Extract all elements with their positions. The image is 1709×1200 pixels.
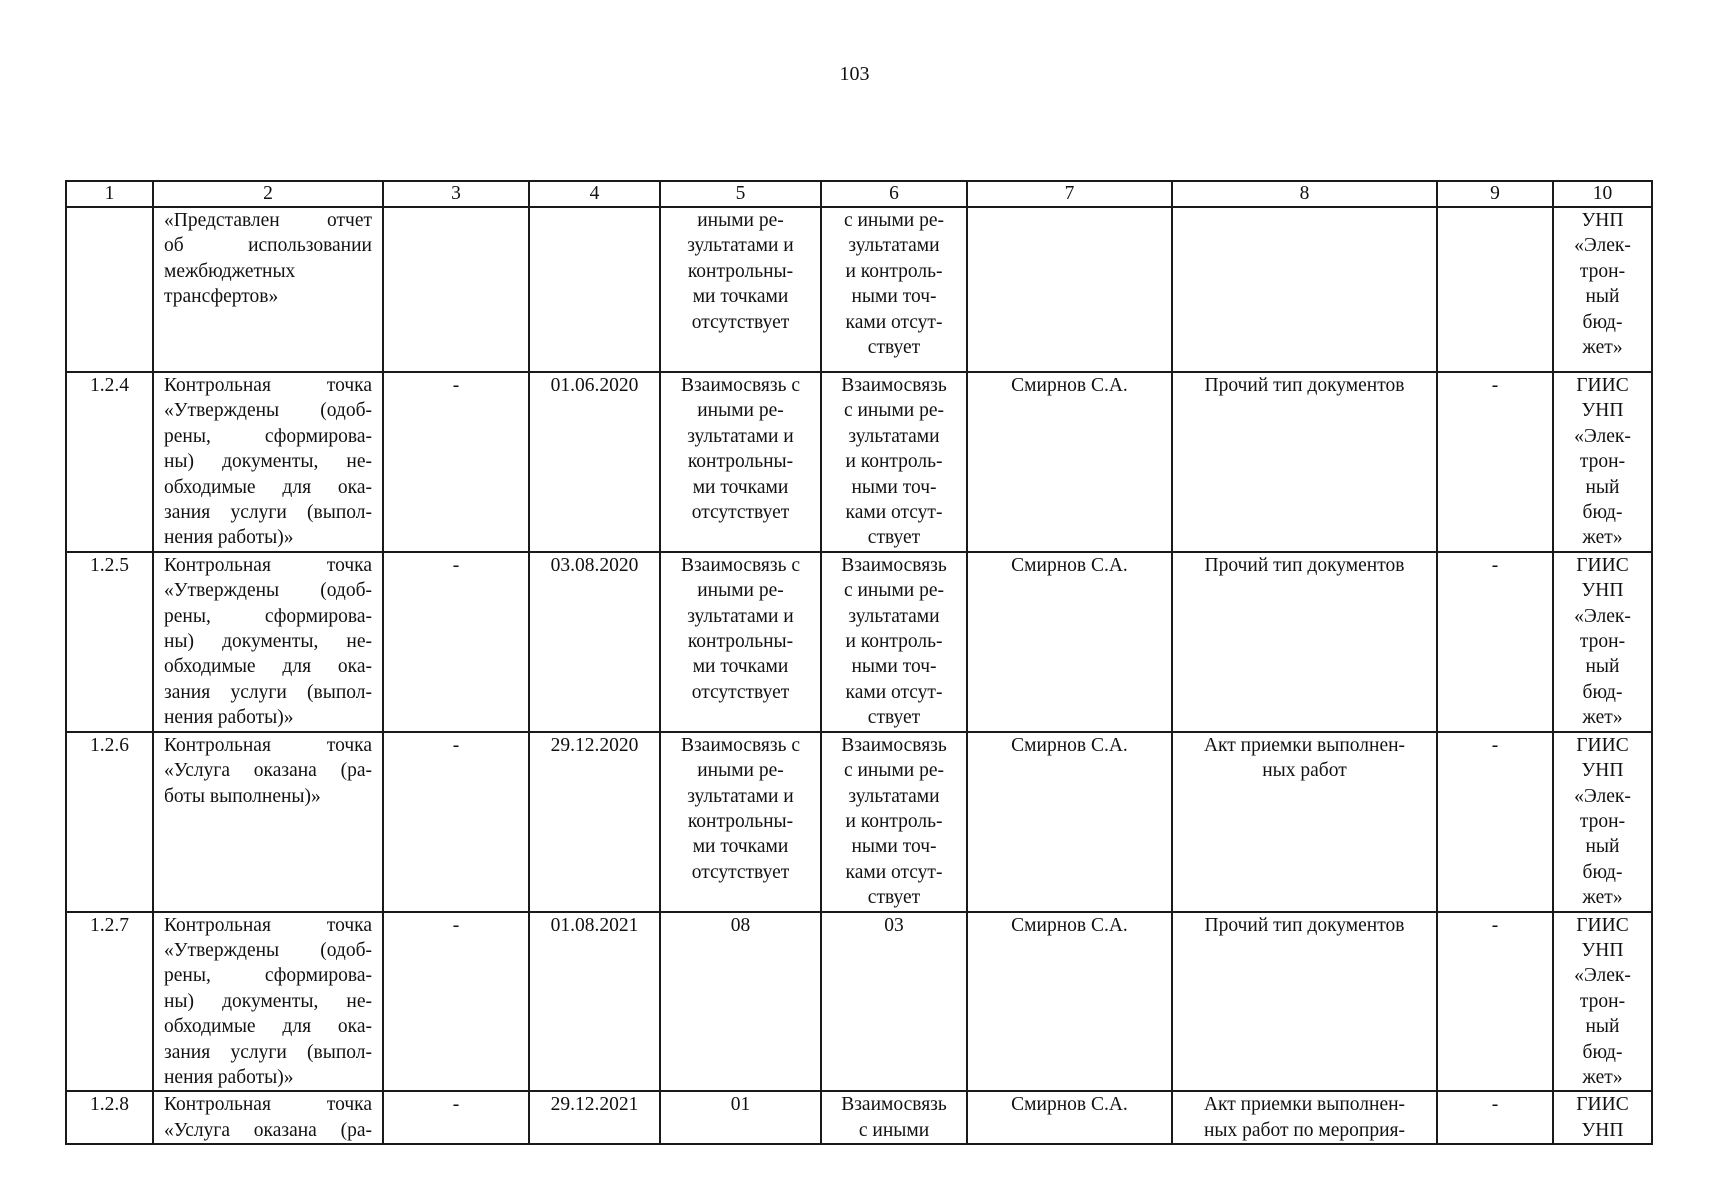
date-cell: 03.08.2020: [529, 552, 660, 732]
table-header-row: [66, 181, 1652, 207]
relation-cell-5: Взаимосвязь с иными ре- зультатами и контрольны- ми точками отсутствует: [660, 732, 821, 912]
description-line: Контрольная точка: [164, 1094, 372, 1116]
description-line: ны) документы, не-: [164, 990, 372, 1012]
description-line: Контрольная точка: [164, 375, 372, 396]
column-3-cell: -: [383, 372, 529, 552]
description-line: об использовании: [164, 235, 372, 257]
system-cell: ГИИС УНП «Элек- трон- ный бюд- жет»: [1553, 372, 1652, 552]
description-cell: [153, 552, 383, 732]
description-cell: [153, 372, 383, 552]
system-cell: ГИИС УНП: [1553, 1091, 1652, 1144]
description-line: «Представлен отчет: [164, 210, 372, 231]
responsible-cell: Смирнов С.А.: [967, 1091, 1172, 1144]
description-line: боты выполнены)»: [164, 785, 321, 807]
description-line: рены, сформирова-: [164, 605, 372, 627]
description-cell: [153, 1091, 383, 1144]
document-type-cell: Акт приемки выполнен- ных работ: [1172, 732, 1437, 912]
row-number-cell: 1.2.7: [66, 912, 153, 1092]
description-line: рены, сформирова-: [164, 965, 372, 987]
description-line: ны) документы, не-: [164, 451, 372, 473]
responsible-cell: Смирнов С.А.: [967, 372, 1172, 552]
column-3-cell: -: [383, 732, 529, 912]
date-cell: [529, 207, 660, 372]
description-line: обходимые для ока-: [164, 476, 372, 498]
column-number-7: 7: [967, 181, 1172, 207]
description-line: Контрольная точка: [164, 734, 372, 756]
row-number-cell: 1.2.8: [66, 1091, 153, 1144]
description-cell: [153, 732, 383, 912]
table-row: [66, 552, 1652, 732]
description-line: нения работы)»: [164, 1066, 294, 1088]
column-9-cell: -: [1437, 372, 1553, 552]
description-line: зания услуги (выпол-: [164, 681, 372, 703]
document-type-cell: Прочий тип документов: [1172, 552, 1437, 732]
column-number-10: 10: [1553, 181, 1652, 207]
column-9-cell: -: [1437, 1091, 1553, 1144]
row-number-cell: 1.2.4: [66, 372, 153, 552]
relation-cell-6: Взаимосвязь с иными ре- зультатами и контроль- ными точ- ками отсут- ствует: [821, 552, 967, 732]
column-3-cell: -: [383, 912, 529, 1092]
column-number-2: 2: [153, 181, 383, 207]
relation-cell-6: Взаимосвязь с иными ре- зультатами и контроль- ными точ- ками отсут- ствует: [821, 732, 967, 912]
system-cell: ГИИС УНП «Элек- трон- ный бюд- жет»: [1553, 552, 1652, 732]
row-number-cell: 1.2.5: [66, 552, 153, 732]
column-number-3: 3: [383, 181, 529, 207]
description-line: «Услуга оказана (ра-: [164, 760, 372, 782]
date-cell: 01.08.2021: [529, 912, 660, 1092]
table-row: [66, 372, 1652, 552]
column-number-4: 4: [529, 181, 660, 207]
column-number-8: 8: [1172, 181, 1437, 207]
row-number-cell: 1.2.6: [66, 732, 153, 912]
column-number-5: 5: [660, 181, 821, 207]
column-9-cell: -: [1437, 912, 1553, 1092]
relation-cell-6: 03: [821, 912, 967, 1092]
description-line: «Утверждены (одоб-: [164, 580, 372, 602]
description-line: Контрольная точка: [164, 914, 372, 936]
relation-cell-5: Взаимосвязь с иными ре- зультатами и контрольны- ми точками отсутствует: [660, 372, 821, 552]
system-cell: ГИИС УНП «Элек- трон- ный бюд- жет»: [1553, 912, 1652, 1092]
relation-cell-5: Взаимосвязь с иными ре- зультатами и контрольны- ми точками отсутствует: [660, 552, 821, 732]
row-number-cell: [66, 207, 153, 372]
description-line: нения работы)»: [164, 707, 294, 729]
relation-cell-5: 08: [660, 912, 821, 1092]
description-line: Контрольная точка: [164, 554, 372, 576]
relation-cell-5: иными ре- зультатами и контрольны- ми точками отсутствует: [660, 207, 821, 372]
responsible-cell: Смирнов С.А.: [967, 552, 1172, 732]
table-row: [66, 732, 1652, 912]
relation-cell-6: Взаимосвязь с иными ре- зультатами и контроль- ными точ- ками отсут- ствует: [821, 372, 967, 552]
description-line: обходимые для ока-: [164, 1016, 372, 1038]
relation-cell-6: с иными ре- зультатами и контроль- ными точ- ками отсут- ствует: [821, 207, 967, 372]
document-type-cell: Прочий тип документов: [1172, 912, 1437, 1092]
description-cell: [153, 912, 383, 1092]
responsible-cell: Смирнов С.А.: [967, 732, 1172, 912]
table-row: [66, 1091, 1652, 1144]
description-line: нения работы)»: [164, 527, 294, 549]
description-line: трансфертов»: [164, 286, 279, 308]
relation-cell-5: 01: [660, 1091, 821, 1144]
system-cell: ГИИС УНП «Элек- трон- ный бюд- жет»: [1553, 732, 1652, 912]
description-line: зания услуги (выпол-: [164, 502, 372, 524]
responsible-cell: [967, 207, 1172, 372]
column-9-cell: -: [1437, 732, 1553, 912]
document-type-cell: [1172, 207, 1437, 372]
table-row: [66, 207, 1652, 372]
date-cell: 29.12.2021: [529, 1091, 660, 1144]
document-type-cell: Акт приемки выполнен- ных работ по мероприя-: [1172, 1091, 1437, 1144]
document-type-cell: Прочий тип документов: [1172, 372, 1437, 552]
description-line: рены, сформирова-: [164, 425, 372, 447]
date-cell: 01.06.2020: [529, 372, 660, 552]
column-number-6: 6: [821, 181, 967, 207]
page-number: 103: [839, 63, 870, 85]
column-number-1: 1: [66, 181, 153, 207]
column-3-cell: [383, 207, 529, 372]
column-3-cell: -: [383, 1091, 529, 1144]
responsible-cell: Смирнов С.А.: [967, 912, 1172, 1092]
description-line: зания услуги (выпол-: [164, 1041, 372, 1063]
description-cell: [153, 207, 383, 372]
date-cell: 29.12.2020: [529, 732, 660, 912]
column-9-cell: [1437, 207, 1553, 372]
column-number-9: 9: [1437, 181, 1553, 207]
description-line: «Утверждены (одоб-: [164, 939, 372, 961]
system-cell: УНП «Элек- трон- ный бюд- жет»: [1553, 207, 1652, 372]
description-line: «Утверждены (одоб-: [164, 400, 372, 422]
table-row: [66, 912, 1652, 1092]
relation-cell-6: Взаимосвязь с иными: [821, 1091, 967, 1144]
description-line: межбюджетных: [164, 260, 296, 282]
description-line: «Услуга оказана (ра-: [164, 1119, 372, 1141]
description-line: обходимые для ока-: [164, 656, 372, 678]
column-3-cell: -: [383, 552, 529, 732]
control-points-table: [65, 180, 1653, 1145]
description-line: ны) документы, не-: [164, 631, 372, 653]
column-9-cell: -: [1437, 552, 1553, 732]
